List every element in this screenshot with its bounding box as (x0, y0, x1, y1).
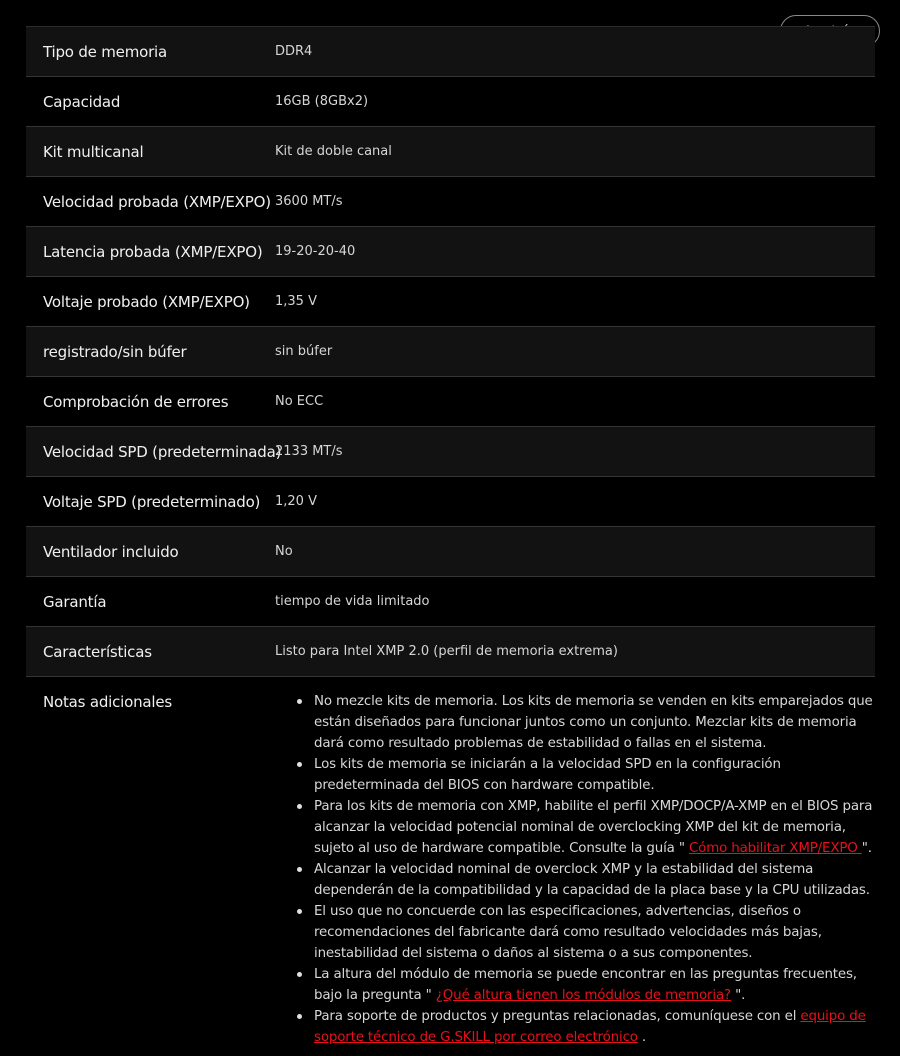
spec-label: Latencia probada (XMP/EXPO) (43, 242, 263, 261)
note-text: El uso que no concuerde con las especificaciones, advertencias, diseños o recomendaciones del fabricante dará como resultado velocidades más bajas, inestabilidad del sistema o daños al sistema o a sus componentes. (314, 904, 822, 961)
spec-value: 3600 MT/s (275, 194, 343, 209)
note-item (314, 859, 875, 901)
spec-row-warranty (26, 577, 875, 627)
spec-value: 19-20-20-40 (275, 244, 356, 259)
note-item (314, 964, 875, 1006)
spec-row-additional-notes (26, 677, 875, 1048)
spec-row-memory-type (26, 27, 875, 77)
spec-value: 2133 MT/s (275, 444, 343, 459)
note-text: Alcanzar la velocidad nominal de overclock XMP y la estabilidad del sistema dependerán de la compatibilidad y la capacidad de la placa base y la CPU utilizadas. (314, 862, 870, 898)
spec-value: 1,35 V (275, 294, 317, 309)
note-item (314, 901, 875, 964)
spec-label: Velocidad probada (XMP/EXPO) (43, 192, 271, 211)
spec-row-features (26, 627, 875, 677)
spec-label: Voltaje SPD (predeterminado) (43, 492, 261, 511)
spec-row-error-checking (26, 377, 875, 427)
note-text-after: ". (730, 988, 746, 1003)
spec-row-multichannel-kit (26, 127, 875, 177)
spec-label: Kit multicanal (43, 142, 144, 161)
spec-label: Capacidad (43, 92, 121, 111)
spec-table (26, 26, 875, 1048)
spec-row-tested-latency (26, 227, 875, 277)
module-height-faq-link[interactable]: ¿Qué altura tienen los módulos de memoria? (435, 988, 731, 1003)
spec-value: No (275, 544, 293, 559)
note-text: Para los kits de memoria con XMP, habilite el perfil XMP/DOCP/A-XMP en el BIOS para alcanzar la velocidad potencial nominal de overclocking XMP del kit de memoria, sujeto al uso de hardware compatible. Consulte la guía " (314, 799, 873, 856)
spec-label: Notas adicionales (43, 693, 173, 711)
spec-label: Ventilador incluido (43, 542, 179, 561)
spec-label: Voltaje probado (XMP/EXPO) (43, 292, 250, 311)
spec-row-fan-included (26, 527, 875, 577)
spec-row-spd-speed (26, 427, 875, 477)
note-text: No mezcle kits de memoria. Los kits de memoria se venden en kits emparejados que están diseñados para funcionar juntos como un conjunto. Mezclar kits de memoria dará como resultado problemas de estabilidad o fallas en el sistema. (314, 694, 873, 751)
spec-value: 16GB (8GBx2) (275, 94, 369, 109)
note-text-after: ". (861, 841, 872, 856)
spec-label: Tipo de memoria (43, 42, 168, 61)
note-item (314, 1006, 875, 1048)
note-item (314, 691, 875, 754)
spec-value: Kit de doble canal (275, 144, 392, 159)
spec-value: tiempo de vida limitado (275, 594, 430, 609)
spec-label: Características (43, 642, 152, 661)
spec-label: Comprobación de errores (43, 392, 229, 411)
spec-label: Velocidad SPD (predeterminada) (43, 442, 282, 461)
spec-label: Garantía (43, 592, 107, 611)
spec-value: DDR4 (275, 44, 313, 59)
spec-row-tested-voltage (26, 277, 875, 327)
xmp-guide-link[interactable]: Cómo habilitar XMP/EXPO (688, 841, 862, 856)
support-email-link[interactable]: equipo de soporte técnico de G.SKILL por correo electrónico (314, 1009, 866, 1045)
spec-label: registrado/sin búfer (43, 342, 187, 361)
spec-value: No ECC (275, 394, 324, 409)
spec-value: sin búfer (275, 344, 333, 359)
spec-row-registered-unbuffered (26, 327, 875, 377)
spec-row-spd-voltage (26, 477, 875, 527)
spec-row-capacity (26, 77, 875, 127)
notes-list (275, 677, 875, 1048)
spec-row-tested-speed (26, 177, 875, 227)
note-item (314, 754, 875, 796)
note-text: Los kits de memoria se iniciarán a la velocidad SPD en la configuración predeterminada del BIOS con hardware compatible. (314, 757, 781, 793)
note-item (314, 796, 875, 859)
spec-value: 1,20 V (275, 494, 317, 509)
spec-value: Listo para Intel XMP 2.0 (perfil de memoria extrema) (275, 644, 618, 659)
note-text: Para soporte de productos y preguntas relacionadas, comuníquese con el (314, 1009, 801, 1024)
note-text: La altura del módulo de memoria se puede encontrar en las preguntas frecuentes, bajo la pregunta " (314, 967, 857, 1003)
note-text-after: . (637, 1030, 647, 1045)
